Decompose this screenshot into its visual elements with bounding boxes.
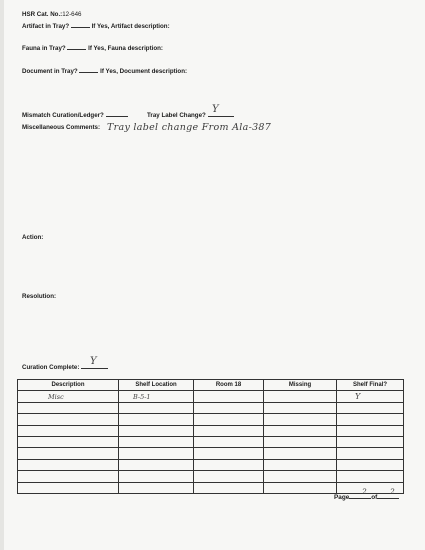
cell-missing[interactable] [264, 436, 337, 447]
header-description: Description [18, 380, 119, 391]
cell-shelf-location[interactable] [119, 425, 194, 436]
cell-shelf-location[interactable] [119, 414, 194, 425]
artifact-label: Artifact in Tray? [22, 23, 70, 30]
resolution-label: Resolution: [22, 293, 57, 300]
cell-shelf-location[interactable] [119, 471, 194, 482]
cell-description[interactable]: Misc [18, 391, 119, 402]
artifact-description-label: If Yes, Artifact description: [91, 23, 170, 30]
tray-label-change-label: Tray Label Change? [147, 112, 206, 119]
table-header-row [18, 380, 404, 391]
cell-shelf-final[interactable]: Y [337, 391, 404, 402]
action-label: Action: [22, 234, 44, 241]
cell-shelf-location[interactable] [119, 436, 194, 447]
catalog-number-line [22, 11, 82, 18]
cell-shelf-location[interactable] [119, 459, 194, 470]
misc-comments-label: Miscellaneous Comments: [22, 124, 101, 131]
mismatch-label: Mismatch Curation/Ledger? [22, 112, 104, 119]
cell-description[interactable] [18, 414, 119, 425]
cell-missing[interactable] [264, 414, 337, 425]
cell-missing[interactable] [264, 482, 337, 493]
cell-room-18[interactable] [194, 402, 264, 413]
cell-description[interactable] [18, 459, 119, 470]
header-room-18: Room 18 [194, 380, 264, 391]
cell-room-18[interactable] [194, 459, 264, 470]
cell-missing[interactable] [264, 459, 337, 470]
inventory-table [17, 379, 404, 494]
total-value: 2 [390, 487, 395, 496]
document-answer-blank[interactable] [79, 66, 98, 73]
cell-missing[interactable] [264, 448, 337, 459]
cell-shelf-location[interactable] [119, 482, 194, 493]
cell-room-18[interactable] [194, 471, 264, 482]
cell-room-18[interactable] [194, 436, 264, 447]
table-row [18, 436, 404, 447]
document-description-label: If Yes, Document description: [100, 68, 188, 75]
document-label: Document in Tray? [22, 68, 78, 75]
cell-description[interactable] [18, 436, 119, 447]
cell-shelf-final[interactable] [337, 436, 404, 447]
page-value-blank[interactable] [349, 492, 371, 499]
cell-shelf-final[interactable] [337, 471, 404, 482]
cell-shelf-final[interactable] [337, 459, 404, 470]
cell-description[interactable] [18, 402, 119, 413]
page-label: Page [334, 494, 350, 501]
cell-shelf-location[interactable] [119, 448, 194, 459]
curation-complete-answer: Y [90, 356, 97, 367]
fauna-description-label: If Yes, Fauna description: [88, 45, 163, 52]
cell-room-18[interactable] [194, 391, 264, 402]
misc-comments-answer: Tray label change From Ala-387 [107, 122, 272, 133]
document-question [22, 66, 187, 75]
tray-label-change-answer: Y [212, 104, 219, 115]
fauna-answer-blank[interactable] [67, 43, 86, 50]
header-shelf-location: Shelf Location [119, 380, 194, 391]
artifact-answer-blank[interactable] [71, 21, 90, 28]
cell-missing[interactable] [264, 402, 337, 413]
mismatch-answer-blank[interactable] [106, 110, 128, 117]
tray-label-change-question [147, 110, 234, 119]
table-row [18, 402, 404, 413]
scan-edge [0, 0, 4, 550]
total-value-blank[interactable] [377, 492, 399, 499]
cell-room-18[interactable] [194, 425, 264, 436]
table-row [18, 391, 404, 402]
header-shelf-final: Shelf Final? [337, 380, 404, 391]
cell-missing[interactable] [264, 391, 337, 402]
header-missing: Missing [264, 380, 337, 391]
cell-shelf-final[interactable] [337, 402, 404, 413]
cell-room-18[interactable] [194, 448, 264, 459]
cell-shelf-final[interactable] [337, 414, 404, 425]
cell-shelf-final[interactable] [337, 425, 404, 436]
table-row [18, 448, 404, 459]
cell-shelf-location[interactable] [119, 402, 194, 413]
catalog-value: 12-646 [62, 11, 82, 18]
page-value: 2 [362, 487, 367, 496]
cell-description[interactable] [18, 425, 119, 436]
cell-shelf-final[interactable] [337, 448, 404, 459]
catalog-label: HSR Cat. No.: [22, 11, 63, 18]
curation-complete-label: Curation Complete: [22, 364, 80, 371]
cell-description[interactable] [18, 448, 119, 459]
table-row [18, 471, 404, 482]
cell-room-18[interactable] [194, 482, 264, 493]
cell-missing[interactable] [264, 471, 337, 482]
cell-shelf-location[interactable]: B-5-1 [119, 391, 194, 402]
fauna-label: Fauna in Tray? [22, 45, 66, 52]
of-label: of [371, 494, 378, 501]
table-row [18, 425, 404, 436]
artifact-question [22, 21, 170, 30]
table-row [18, 414, 404, 425]
cell-description[interactable] [18, 471, 119, 482]
cell-description[interactable] [18, 482, 119, 493]
table-row [18, 459, 404, 470]
cell-room-18[interactable] [194, 414, 264, 425]
fauna-question [22, 43, 163, 52]
mismatch-question [22, 110, 128, 119]
cell-missing[interactable] [264, 425, 337, 436]
